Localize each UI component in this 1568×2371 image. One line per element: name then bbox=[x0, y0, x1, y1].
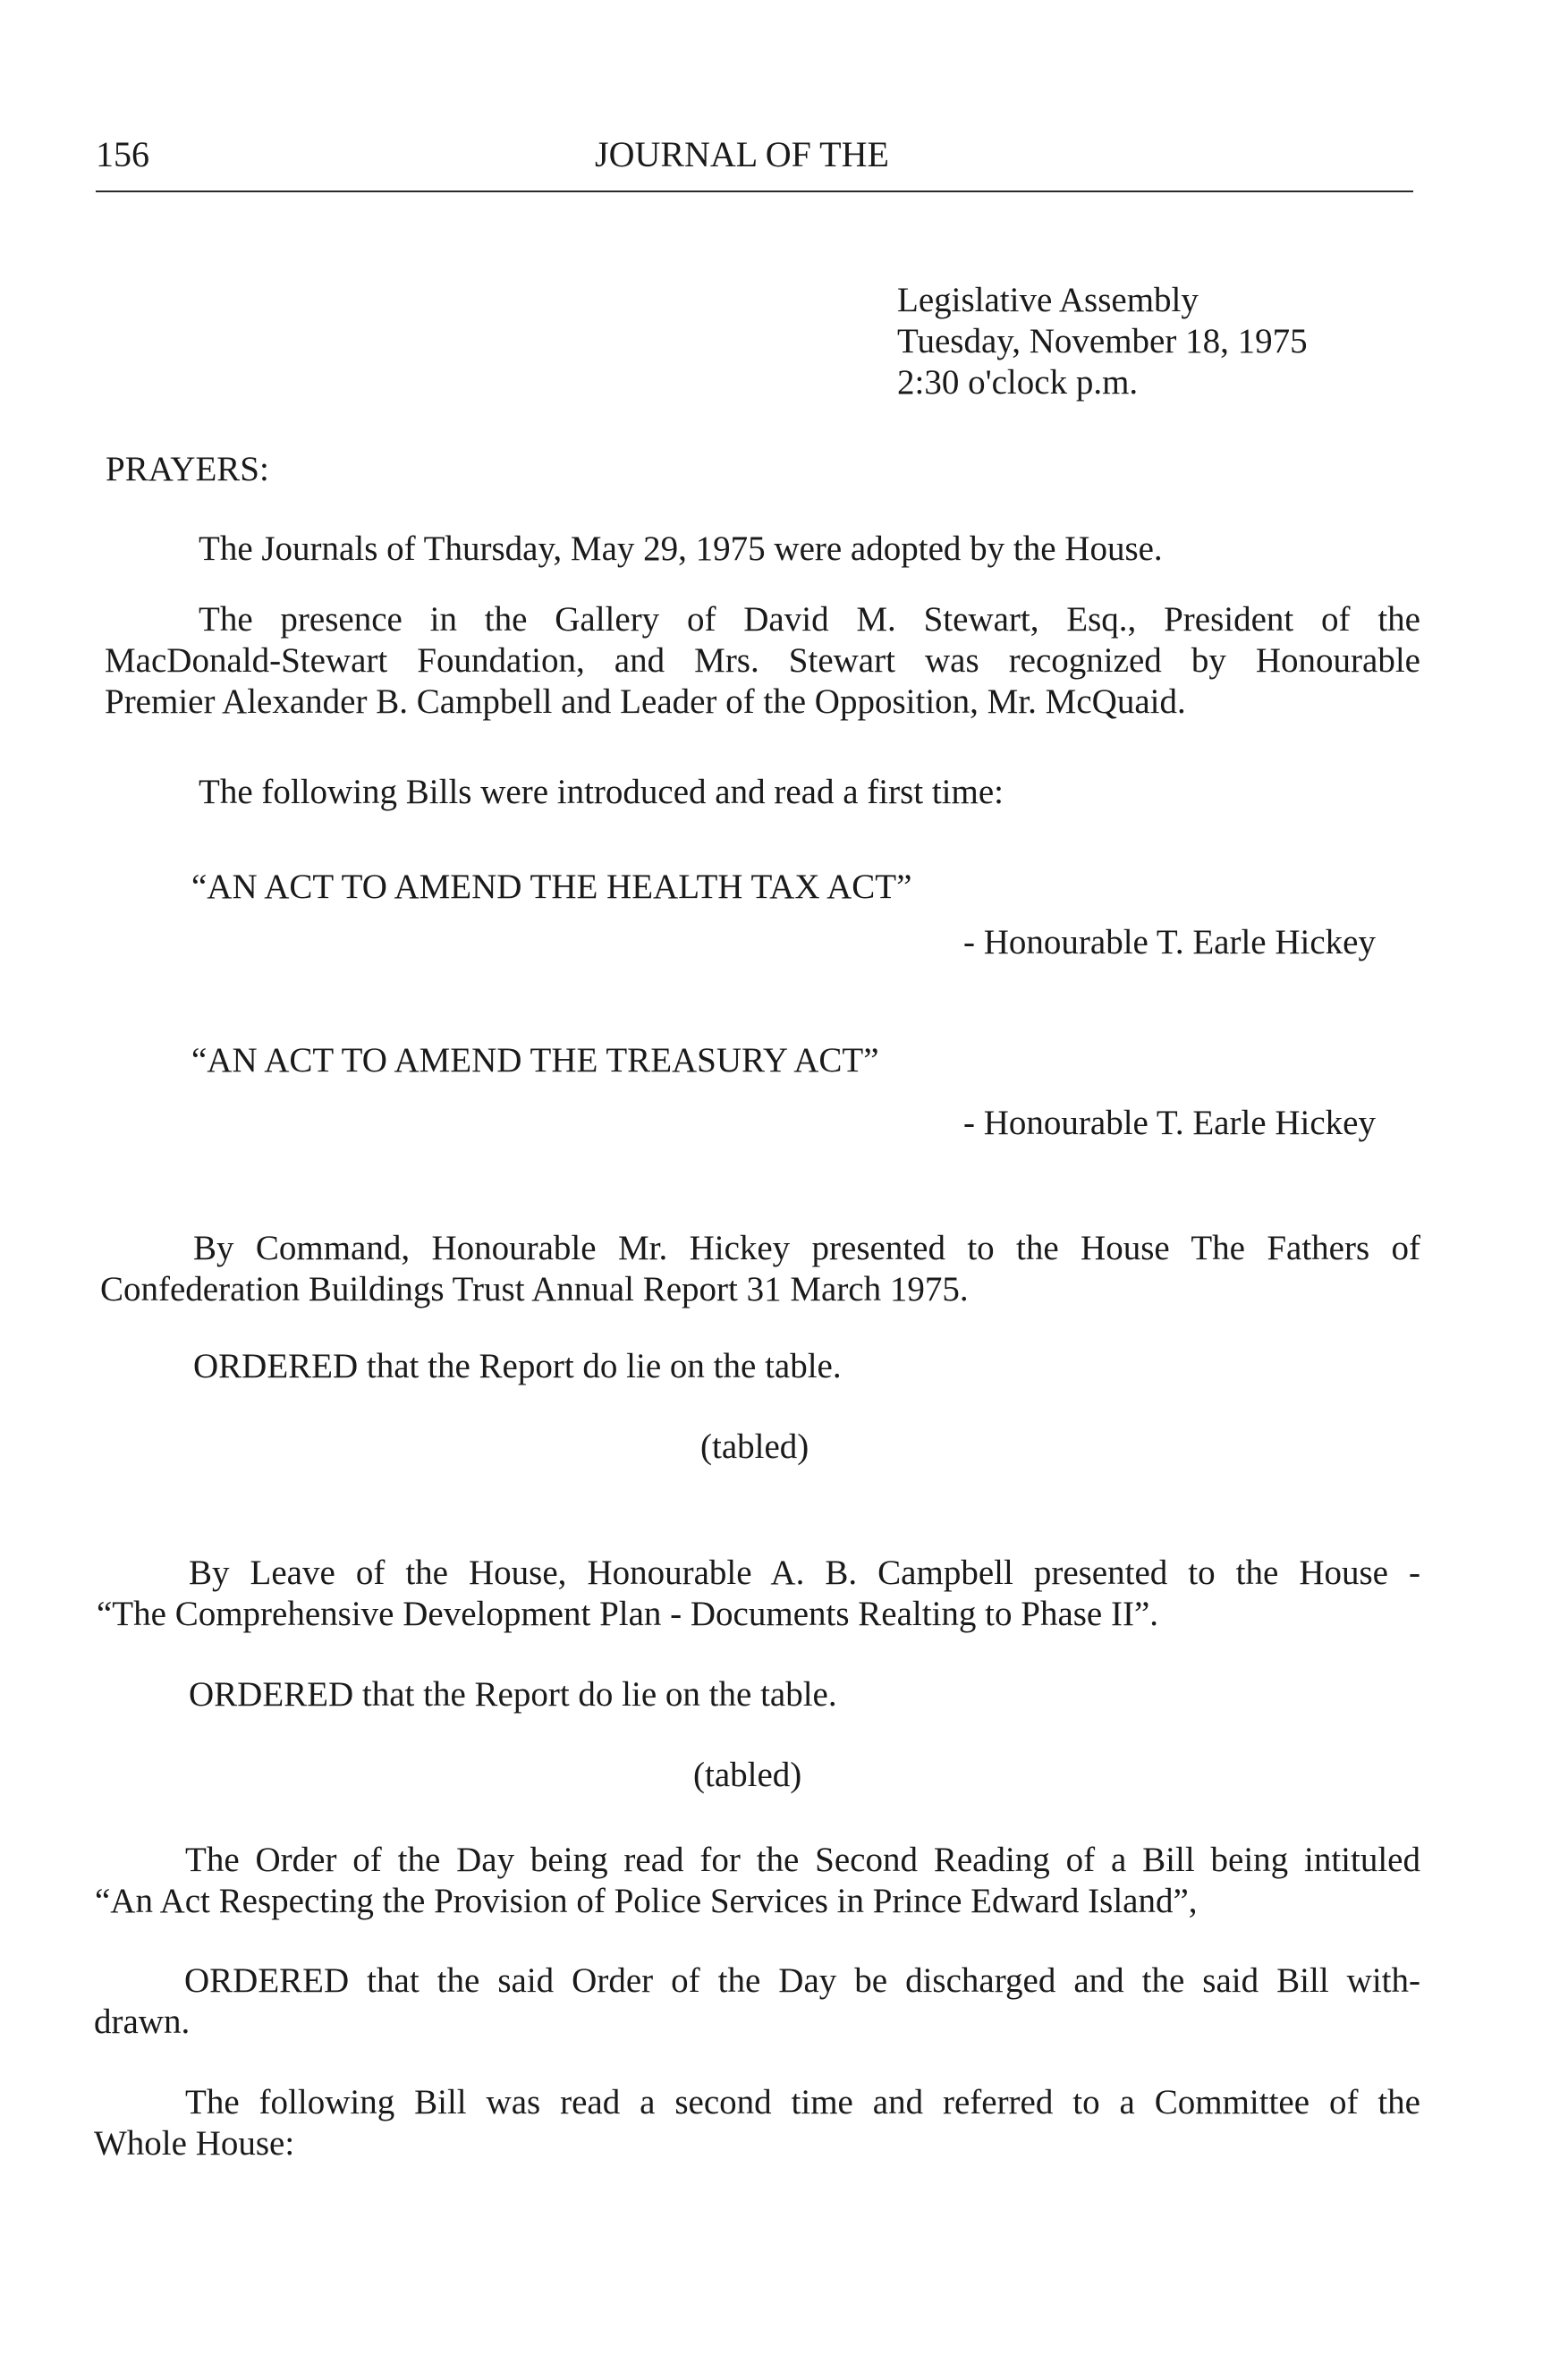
order-of-day-paragraph bbox=[95, 1840, 1420, 1922]
header-rule bbox=[96, 191, 1413, 192]
journals-adopted-paragraph: The Journals of Thursday, May 29, 1975 were adopted by the House. bbox=[199, 529, 1163, 568]
bill-1-title: “AN ACT TO AMEND THE HEALTH TAX ACT” bbox=[191, 868, 912, 906]
tabled-2: (tabled) bbox=[693, 1756, 802, 1794]
dateline-date: Tuesday, November 18, 1975 bbox=[897, 322, 1308, 360]
dateline-time: 2:30 o'clock p.m. bbox=[897, 363, 1139, 402]
presence-line-1: The presence in the Gallery of David M. Stewart, Esq., President of the bbox=[199, 600, 1420, 639]
command-line-1: By Command, Honourable Mr. Hickey presented to the House The Fathers of bbox=[193, 1229, 1420, 1267]
discharged-line-1: ORDERED that the said Order of the Day be discharged and the said Bill with- bbox=[184, 1961, 1420, 2000]
prayers-heading: PRAYERS: bbox=[106, 450, 269, 488]
command-line-2: Confederation Buildings Trust Annual Report 31 March 1975. bbox=[100, 1270, 969, 1308]
discharged-paragraph bbox=[94, 1960, 1420, 2043]
leave-paragraph bbox=[97, 1553, 1420, 1635]
dateline-assembly: Legislative Assembly bbox=[897, 281, 1199, 319]
presence-line-3: Premier Alexander B. Campbell and Leader of the Opposition, Mr. McQuaid. bbox=[105, 682, 1186, 721]
running-title: JOURNAL OF THE bbox=[595, 134, 889, 174]
second-reading-paragraph bbox=[94, 2082, 1420, 2164]
bills-intro-paragraph: The following Bills were introduced and read a first time: bbox=[199, 773, 1004, 811]
tabled-1: (tabled) bbox=[700, 1427, 809, 1466]
second-reading-line-2: Whole House: bbox=[94, 2124, 295, 2163]
leave-line-2: “The Comprehensive Development Plan - Documents Realting to Phase II”. bbox=[97, 1595, 1159, 1633]
order-of-day-line-2: “An Act Respecting the Provision of Police Services in Prince Edward Island”, bbox=[95, 1882, 1198, 1920]
page-number: 156 bbox=[96, 134, 149, 174]
ordered-report-2: ORDERED that the Report do lie on the table. bbox=[189, 1675, 837, 1714]
presence-line-2: MacDonald-Stewart Foundation, and Mrs. Stewart was recognized by Honourable bbox=[105, 641, 1420, 680]
leave-line-1: By Leave of the House, Honourable A. B. Campbell presented to the House - bbox=[189, 1554, 1420, 1592]
order-of-day-line-1: The Order of the Day being read for the Second Reading of a Bill being intituled bbox=[185, 1841, 1420, 1879]
discharged-line-2: drawn. bbox=[94, 2003, 191, 2041]
second-reading-line-1: The following Bill was read a second time and referred to a Committee of the bbox=[185, 2083, 1420, 2121]
bill-1-sponsor: - Honourable T. Earle Hickey bbox=[963, 923, 1376, 961]
presence-paragraph bbox=[105, 599, 1420, 723]
bill-2-sponsor: - Honourable T. Earle Hickey bbox=[963, 1104, 1376, 1142]
ordered-report-1: ORDERED that the Report do lie on the table. bbox=[193, 1347, 842, 1385]
bill-2-title: “AN ACT TO AMEND THE TREASURY ACT” bbox=[191, 1041, 879, 1080]
command-paragraph bbox=[100, 1228, 1420, 1310]
